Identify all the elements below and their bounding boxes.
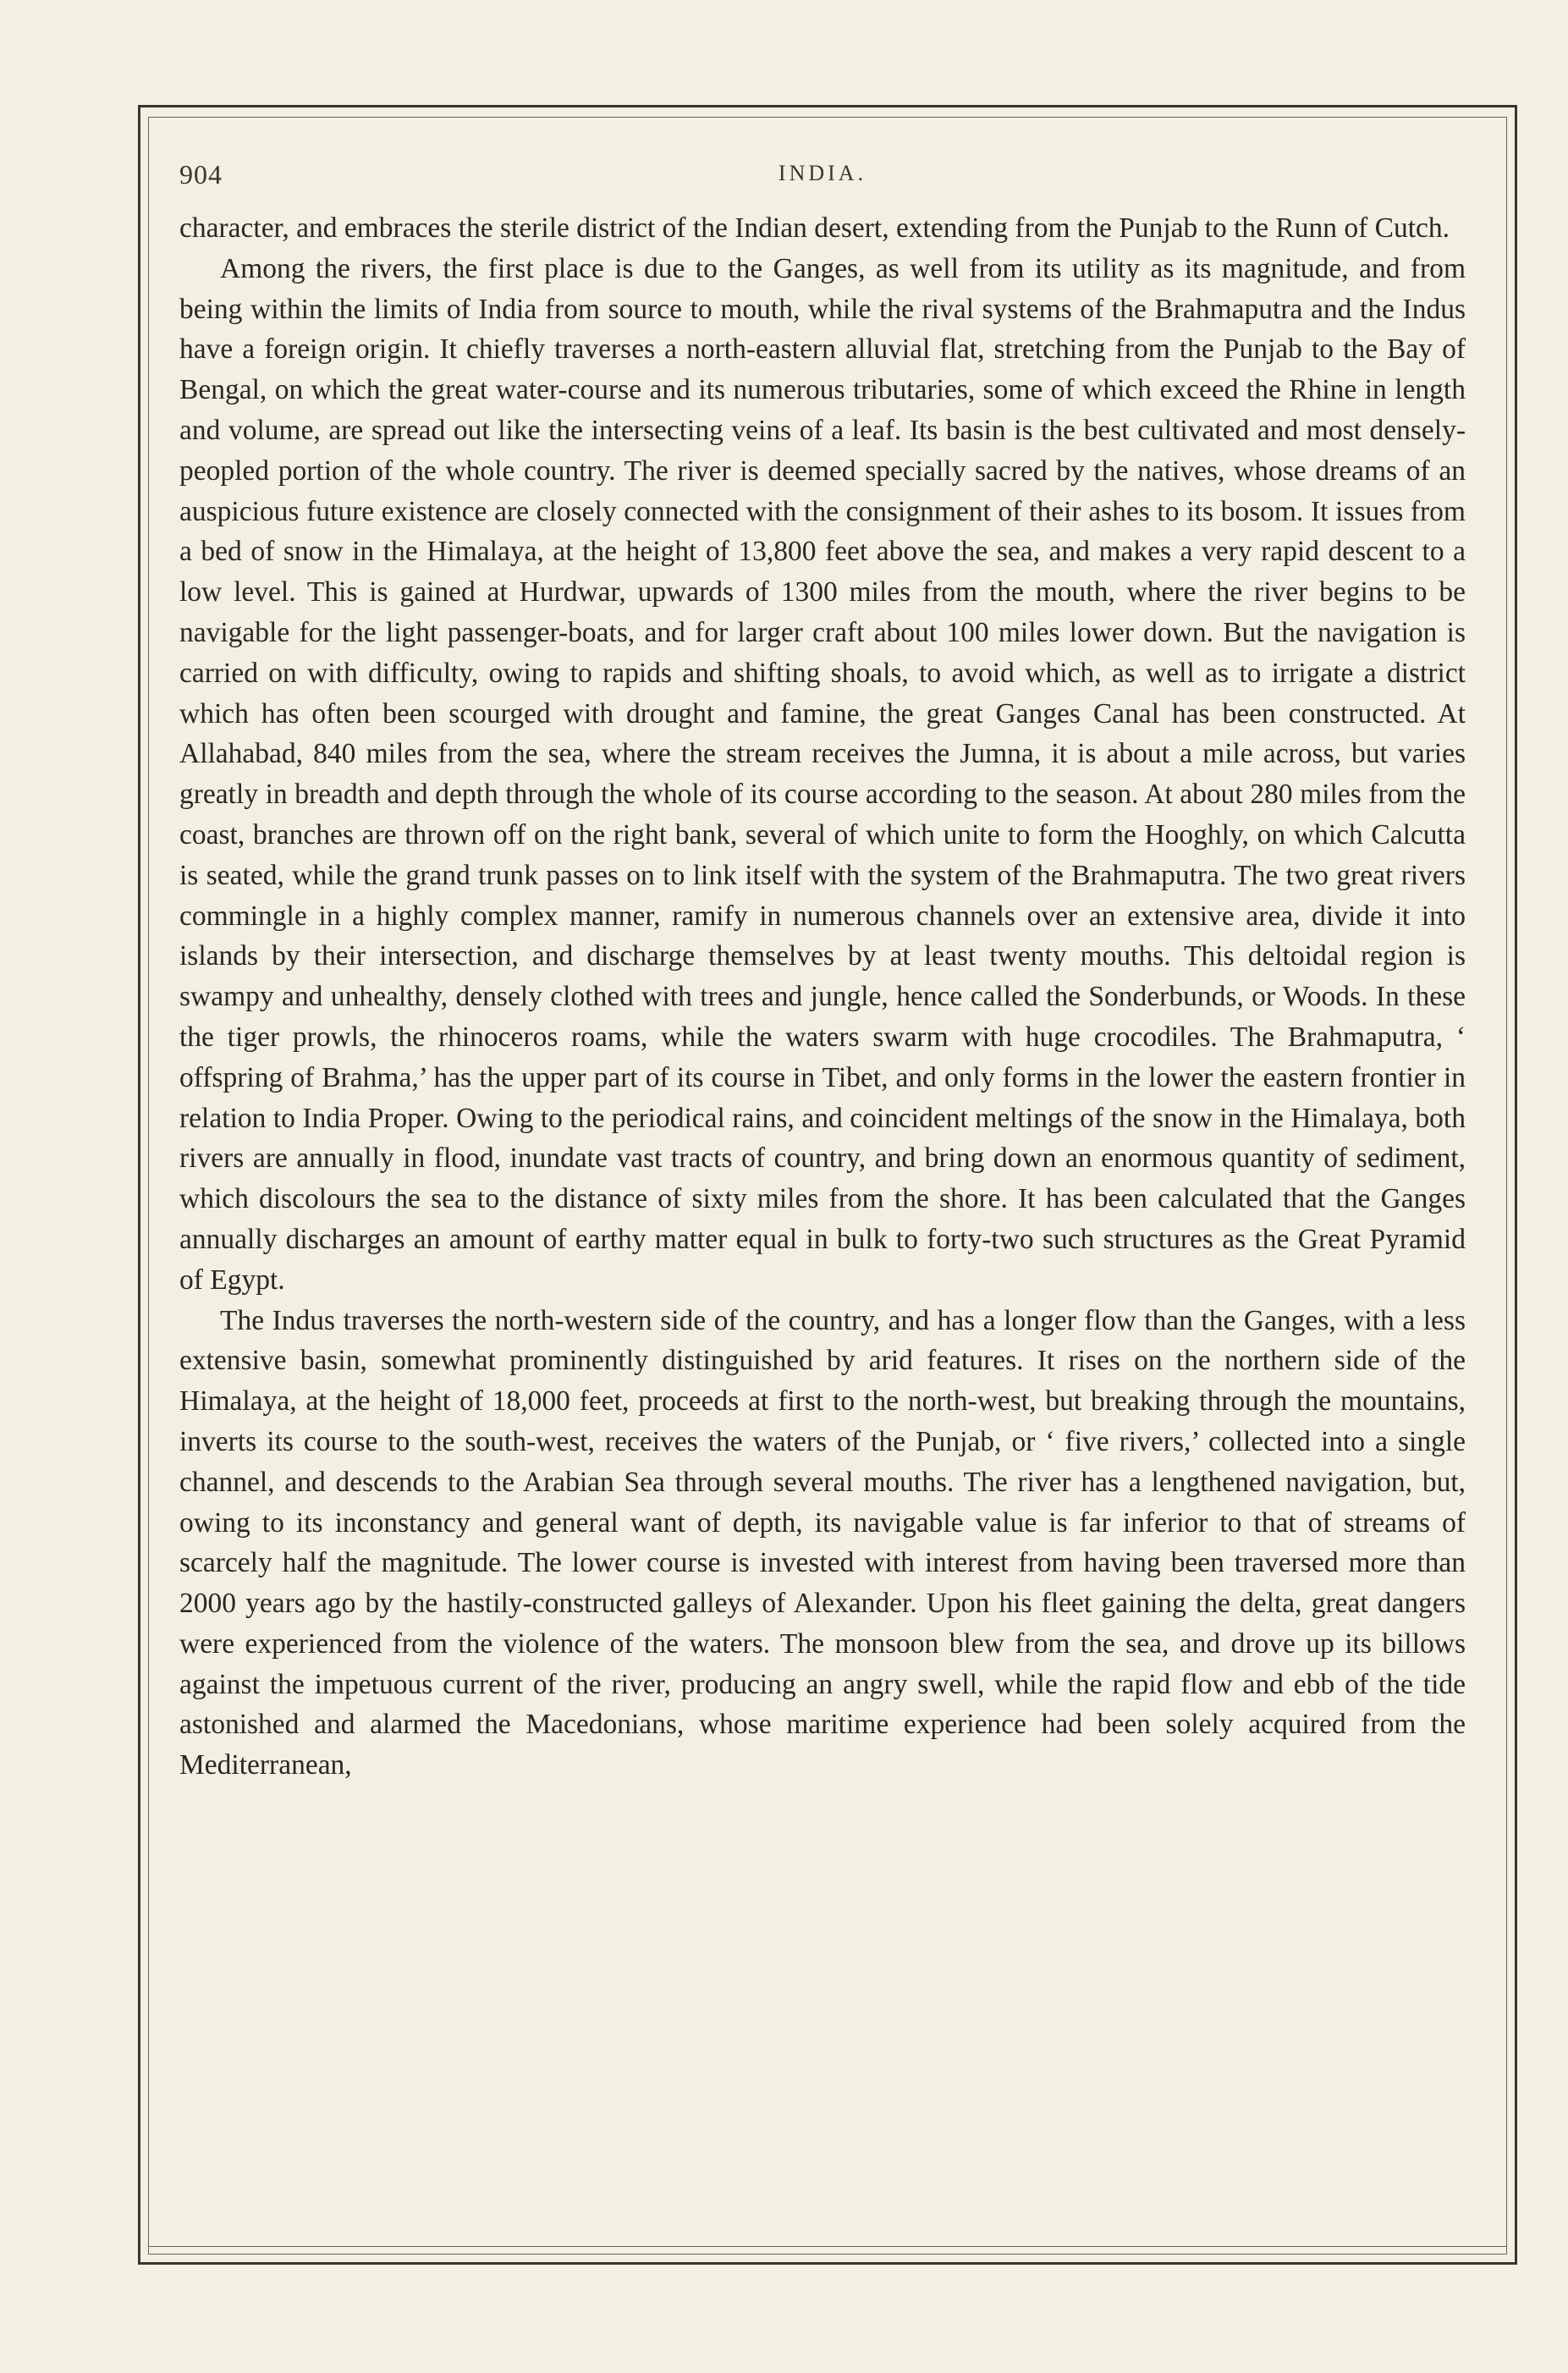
page-number: 904	[179, 159, 223, 190]
paragraph-continued: character, and embraces the sterile district of the Indian desert, extending from the Punjab to the Runn of Cutch.	[179, 212, 1450, 244]
paragraph-ganges: Among the rivers, the first place is due to the Ganges, as well from its utility as its magnitude, and from being within the limits of India from source to mouth, while the rival systems of the Brahmaputra and the Indus have a foreign origin. It chiefly traverses a north-eastern alluvial flat, stretching from the Punjab to the Bay of Bengal, on which the great water-course and its numerous tributaries, some of which exceed the Rhine in length and volume, are spread out like the intersecting veins of a leaf. Its basin is the best cultivated and most densely-peopled portion of the whole country. The river is deemed specially sacred by the natives, whose dreams of an auspicious future existence are closely connected with the consignment of their ashes to its bosom. It issues from a bed of snow in the Himalaya, at the height of 13,800 feet above the sea, and makes a very rapid descent to a low level. This is gained at Hurdwar, upwards of 1300 miles from the mouth, where the river begins to be navigable for the light passenger-boats, and for larger craft about 100 miles lower down. But the navigation is carried on with difficulty, owing to rapids and shifting shoals, to avoid which, as well as to irrigate a district which has often been scourged with drought and famine, the great Ganges Canal has been constructed. At Allahabad, 840 miles from the sea, where the stream receives the Jumna, it is about a mile across, but varies greatly in breadth and depth through the whole of its course according to the season. At about 280 miles from the coast, branches are thrown off on the right bank, several of which unite to form the Hooghly, on which Calcutta is seated, while the grand trunk passes on to link itself with the system of the Brahmaputra. The two great rivers commingle in a highly complex manner, ramify in numerous channels over an extensive area, divide it into islands by their intersection, and discharge themselves by at least twenty mouths. This deltoidal region is swampy and unhealthy, densely clothed with trees and jungle, hence called the Sonderbunds, or Woods. In these the tiger prowls, the rhinoceros roams, while the waters swarm with huge crocodiles. The Brahmaputra, ‘ offspring of Brahma,’ has the upper part of its course in Tibet, and only forms in the lower the eastern frontier in relation to India Proper. Owing to the periodical rains, and coincident meltings of the snow in the Himalaya, both rivers are annually in flood, inundate vast tracts of country, and bring down an enormous quantity of sediment, which discolours the sea to the distance of sixty miles from the shore. It has been calculated that the Ganges annually discharges an amount of earthy matter equal in bulk to forty-two such structures as the Great Pyramid of Egypt.	[179, 252, 1466, 1296]
body-text	[179, 208, 1466, 1786]
running-title: INDIA.	[778, 161, 867, 185]
paragraph-indus: The Indus traverses the north-western side of the country, and has a longer flow than the Ganges, with a less extensive basin, somewhat prominently distinguished by arid features. It rises on the northern side of the Himalaya, at the height of 18,000 feet, proceeds at first to the north-west, but breaking through the mountains, inverts its course to the south-west, receives the waters of the Punjab, or ‘ five rivers,’ collected into a single channel, and descends to the Arabian Sea through several mouths. The river has a lengthened navigation, but, owing to its inconstancy and general want of depth, its navigable value is far inferior to that of streams of scarcely half the magnitude. The lower course is invested with interest from having been traversed more than 2000 years ago by the hastily-constructed galleys of Alexander. Upon his fleet gaining the delta, great dangers were experienced from the violence of the waters. The monsoon blew from the sea, and drove up its billows against the impetuous current of the river, producing an angry swell, while the rapid flow and ebb of the tide astonished and alarmed the Macedonians, whose maritime experience had been solely acquired from the Mediterranean,	[179, 1304, 1466, 1781]
bottom-rule	[148, 2246, 1507, 2247]
page-header	[179, 159, 1466, 193]
